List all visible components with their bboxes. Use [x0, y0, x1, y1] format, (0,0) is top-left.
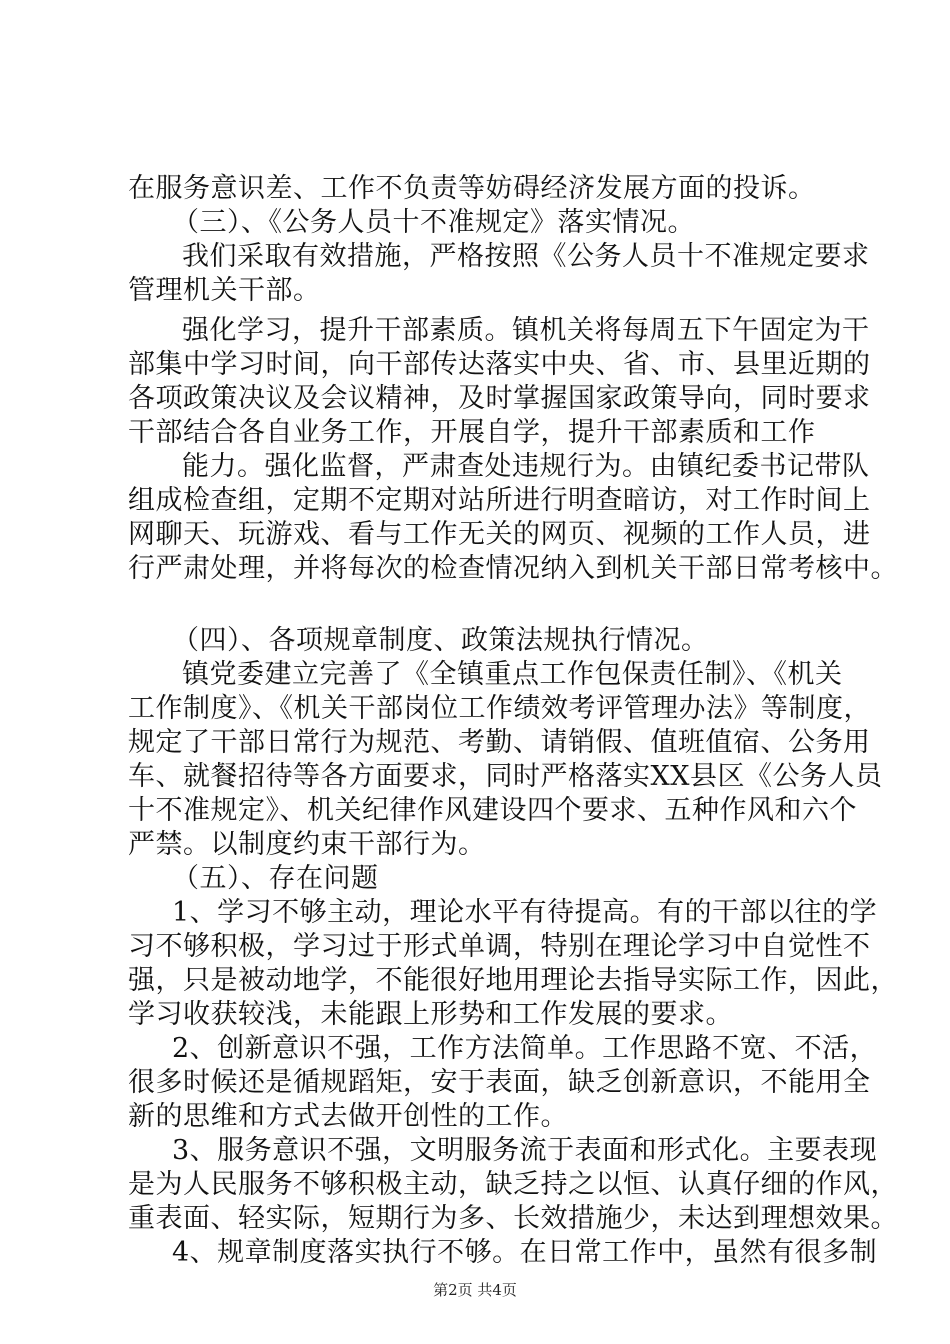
- body-line: 强，只是被动地学，不能很好地用理论去指导实际工作，因此，: [128, 965, 898, 996]
- body-line: 习不够积极，学习过于形式单调，特别在理论学习中自觉性不: [128, 931, 871, 962]
- body-line: 能力。强化监督，严肃查处违规行为。由镇纪委书记带队: [182, 451, 870, 482]
- body-line: 在服务意识差、工作不负责等妨碍经济发展方面的投诉。: [128, 173, 816, 204]
- body-line: 管理机关干部。: [128, 275, 321, 306]
- body-line: 干部结合各自业务工作，开展自学，提升干部素质和工作: [128, 417, 816, 448]
- body-line: 各项政策决议及会议精神，及时掌握国家政策导向，同时要求: [128, 383, 871, 414]
- body-line: 工作制度》、《机关干部岗位工作绩效考评管理办法》等制度，: [128, 693, 871, 724]
- body-line: 严禁。以制度约束干部行为。: [128, 829, 486, 860]
- body-line: 重表面、轻实际，短期行为多、长效措施少，未达到理想效果。: [128, 1203, 898, 1234]
- section-heading-5: （五）、存在问题: [172, 863, 379, 894]
- body-line: 1、学习不够主动，理论水平有待提高。有的干部以往的学: [172, 897, 878, 928]
- body-line: 学习收获较浅，未能跟上形势和工作发展的要求。: [128, 999, 733, 1030]
- body-line: 强化学习，提升干部素质。镇机关将每周五下午固定为干: [182, 315, 870, 346]
- body-line: 组成检查组，定期不定期对站所进行明查暗访，对工作时间上: [128, 485, 871, 516]
- body-line: 很多时候还是循规蹈矩，安于表面，缺乏创新意识，不能用全: [128, 1067, 871, 1098]
- body-line: 镇党委建立完善了《全镇重点工作包保责任制》、《机关: [182, 659, 843, 690]
- body-line: 车、就餐招待等各方面要求，同时严格落实XX县区《公务人员: [128, 761, 883, 792]
- section-heading-4: （四）、各项规章制度、政策法规执行情况。: [172, 625, 709, 656]
- section-heading-3: （三）、《公务人员十不准规定》落实情况。: [172, 207, 695, 238]
- body-line: 3、服务意识不强，文明服务流于表面和形式化。主要表现: [172, 1135, 878, 1166]
- body-line: 2、创新意识不强，工作方法简单。工作思路不宽、不活，: [172, 1033, 878, 1064]
- body-line: 新的思维和方式去做开创性的工作。: [128, 1101, 568, 1132]
- body-line: 是为人民服务不够积极主动，缺乏持之以恒、认真仔细的作风，: [128, 1169, 898, 1200]
- body-line: 4、规章制度落实执行不够。在日常工作中，虽然有很多制: [172, 1237, 878, 1268]
- body-line: 我们采取有效措施，严格按照《公务人员十不准规定要求: [182, 241, 870, 272]
- body-line: 规定了干部日常行为规范、考勤、请销假、值班值宿、公务用: [128, 727, 871, 758]
- page-footer: 第2页 共4页: [433, 1281, 517, 1299]
- body-line: 网聊天、玩游戏、看与工作无关的网页、视频的工作人员，进: [128, 519, 871, 550]
- body-line: 行严肃处理，并将每次的检查情况纳入到机关干部日常考核中。: [128, 553, 898, 584]
- body-line: 部集中学习时间，向干部传达落实中央、省、市、县里近期的: [128, 349, 871, 380]
- body-line: 十不准规定》、机关纪律作风建设四个要求、五种作风和六个: [128, 795, 857, 826]
